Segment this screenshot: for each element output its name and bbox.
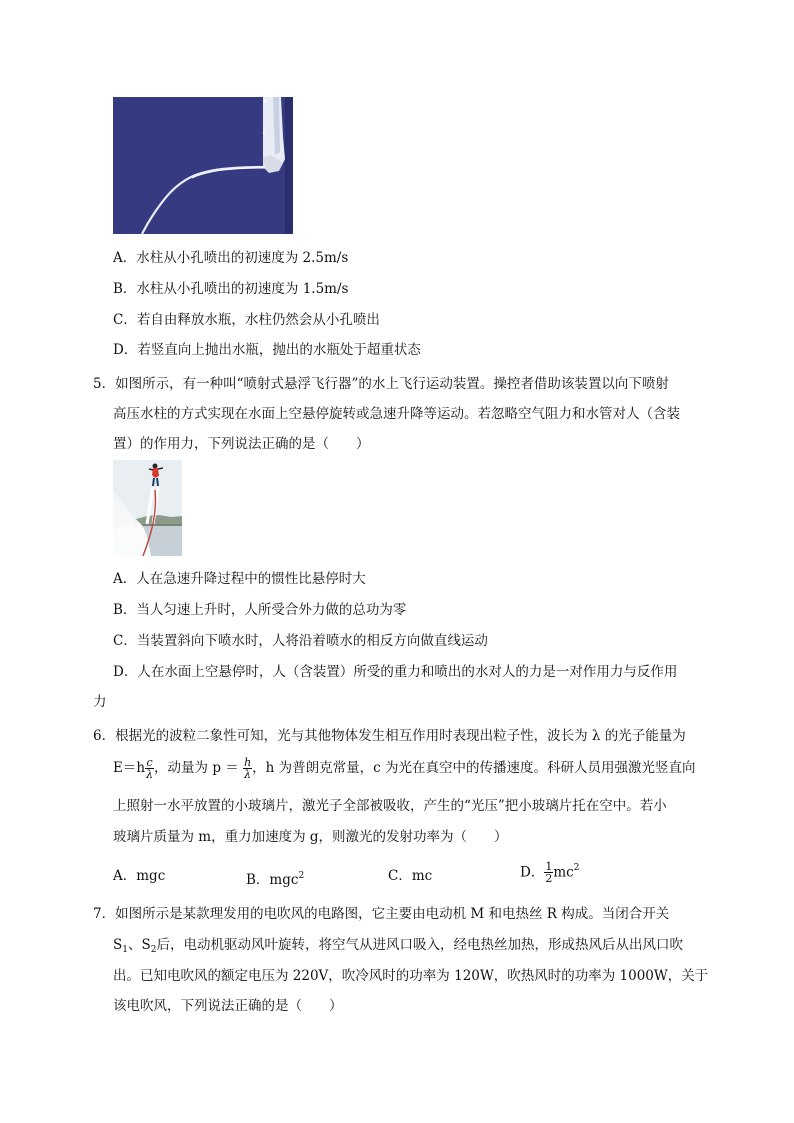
q7-stem-line2-rest: 后，电动机驱动风叶旋转，将空气从进风口吸入，经电热丝加热，形成热风后从出风口吹	[156, 937, 683, 953]
jet-flyer-photo	[113, 460, 182, 556]
q6-stem-line4: 玻璃片质量为 m，重力加速度为 g，则激光的发射功率为（ ）	[113, 829, 508, 845]
q5-option-c: C．当装置斜向下喷水时，人将沿着喷水的相反方向做直线运动	[113, 633, 488, 649]
fraction-numerator: h	[244, 756, 252, 769]
q6-energy-label: E＝h	[113, 760, 146, 776]
switch-s2-label: 、S	[127, 937, 151, 953]
fraction-c-over-lambda	[145, 757, 154, 780]
fraction-one-half	[544, 861, 553, 884]
q6-stem-line2	[113, 757, 696, 780]
q6-stem-line2-rest: ，h 为普朗克常量，c 为光在真空中的传播速度。科研人员用强激光竖直向	[252, 760, 696, 776]
fraction-denominator: 2	[545, 872, 553, 885]
switch-s-label: S	[113, 937, 123, 953]
q7-stem-line4: 该电吹风，下列说法正确的是（ ）	[113, 998, 343, 1014]
q6-option-d-prefix: D．	[520, 864, 545, 881]
subscript: 1	[122, 945, 128, 955]
q6-option-b-text: B．mgc	[246, 872, 299, 888]
q6-option-d	[520, 858, 579, 884]
water-stream-photo	[113, 97, 293, 234]
q5-stem-line3: 置）的作用力，下列说法正确的是（ ）	[113, 436, 370, 452]
q5-stem-line2: 高压水柱的方式实现在水面上空悬停旋转或急速升降等运动。若忽略空气阻力和水管对人（含装	[113, 406, 680, 422]
q6-stem-line3: 上照射一水平放置的小玻璃片，激光子全部被吸收，产生的“光压”把小玻璃片托在空中。若小	[113, 798, 667, 814]
q6-stem-line1: 6．根据光的波粒二象性可知，光与其他物体发生相互作用时表现出粒子性，波长为 λ 的光子能量为	[93, 728, 686, 744]
fraction-denominator: λ	[146, 768, 154, 781]
q7-stem-line2	[113, 935, 683, 960]
q6-option-d-body: mc	[553, 864, 574, 881]
q6-momentum-label: ，动量为 p ＝	[154, 760, 244, 776]
q4-option-c: C．若自由释放水瓶，水柱仍然会从小孔喷出	[113, 312, 380, 328]
superscript: 2	[298, 871, 305, 881]
fraction-denominator: λ	[244, 768, 252, 781]
fraction-h-over-lambda	[243, 757, 252, 780]
q7-stem-line1: 7．如图所示是某款理发用的电吹风的电路图，它主要由电动机 M 和电热丝 R 构成。当闭合开关	[93, 906, 670, 922]
q5-option-d-line1: D．人在水面上空悬停时，人（含装置）所受的重力和喷出的水对人的力是一对作用力与反作用	[113, 664, 678, 680]
q4-option-b: B．水柱从小孔喷出的初速度为 1.5m/s	[113, 281, 349, 297]
q6-option-a: A．mgc	[113, 868, 166, 884]
q7-stem-line3: 出。已知电吹风的额定电压为 220V，吹冷风时的功率为 120W，吹热风时的功率为 1000W，关于	[113, 968, 709, 984]
q5-option-b: B．当人匀速上升时，人所受合外力做的总功为零	[113, 602, 407, 618]
fraction-numerator: 1	[545, 860, 553, 873]
q4-option-a: A．水柱从小孔喷出的初速度为 2.5m/s	[113, 250, 349, 266]
q6-option-c: C．mc	[388, 868, 433, 884]
q5-option-d-line2: 力	[93, 694, 107, 710]
q5-stem-line1: 5．如图所示，有一种叫“喷射式悬浮飞行器”的水上飞行运动装置。操控者借助该装置以向下喷射	[93, 376, 669, 392]
q6-option-b	[246, 866, 304, 890]
q4-option-d: D．若竖直向上抛出水瓶，抛出的水瓶处于超重状态	[113, 342, 421, 358]
fraction-numerator: c	[146, 756, 153, 769]
subscript: 2	[150, 945, 157, 955]
q5-option-a: A．人在急速升降过程中的惯性比悬停时大	[113, 571, 366, 587]
superscript: 2	[573, 863, 580, 873]
